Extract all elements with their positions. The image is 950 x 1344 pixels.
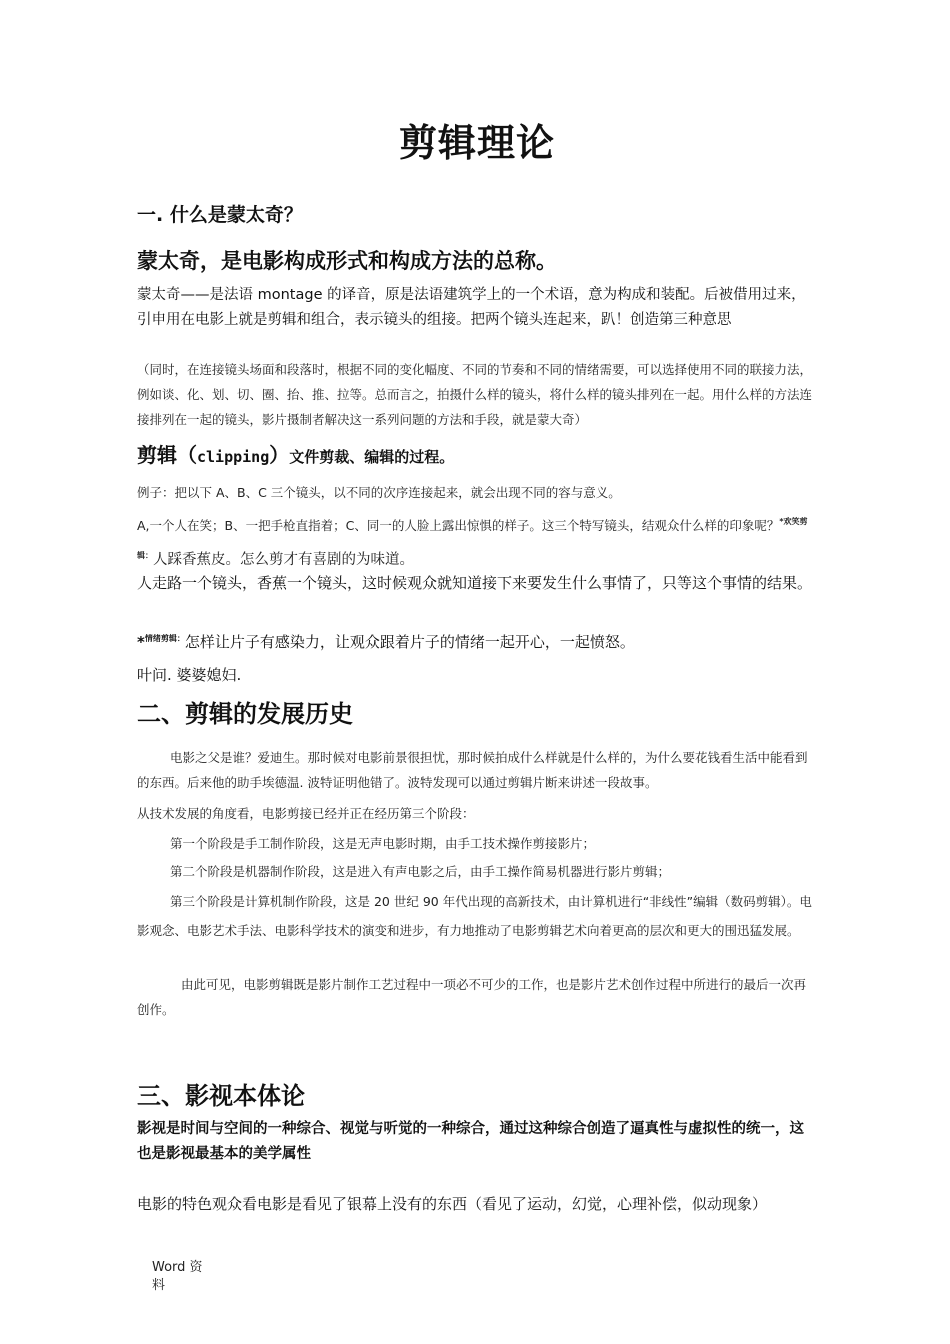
example-2-text: A,一个人在笑；B、一把手枪直指着；C、同一的人脸上露出惊惧的样子。这三个特写镜头，结观众什么样的印象呢？ xyxy=(137,518,780,533)
section2-heading: 二、剪辑的发展历史 xyxy=(137,700,353,728)
stage-2: 第二个阶段是机器制作阶段，这是进入有声电影之后，由手工操作简易机器进行影片剪辑； xyxy=(170,864,671,879)
example-4-star: * xyxy=(137,633,145,651)
section1-paragraph-1: 蒙太奇——是法语 montage 的译音，原是法语建筑学上的一个术语，意为构成和装配。后被借用过来，引申用在电影上就是剪辑和组合，表示镜头的组接。把两个镜头连起来，趴！创造第三种意思 xyxy=(137,287,806,328)
clipping-heading-main: 剪辑（ xyxy=(137,443,197,467)
example-3: 人走路一个镜头，香蕉一个镜头，这时候观众就知道接下来要发生什么事情了，只等这个事情的结果。 xyxy=(137,574,813,592)
example-2-continuation: 人踩香蕉皮。怎么剪才有喜剧的为味道。 xyxy=(153,552,414,568)
section2-paragraph-2: 从技术发展的角度看，电影剪接已经并正在经历第三个阶段： xyxy=(137,806,475,821)
example-4 xyxy=(137,627,817,655)
clipping-heading-english: clipping xyxy=(197,448,270,466)
stage-1: 第一个阶段是手工制作阶段，这是无声电影时期，由手工技术操作剪接影片； xyxy=(170,836,596,851)
example-1: 例子：把以下 A、B、C 三个镜头，以不同的次序连接起来，就会出现不同的容与意义。 xyxy=(137,485,621,500)
example-2-superscript: *欢笑剪辑： xyxy=(137,517,808,560)
example-2 xyxy=(137,507,817,575)
document-title: 剪辑理论 xyxy=(398,121,555,165)
section3-heading: 三、影视本体论 xyxy=(137,1082,305,1110)
clipping-heading xyxy=(137,439,817,468)
clipping-heading-close: ） xyxy=(269,443,290,467)
section1-subheading: 蒙太奇，是电影构成形式和构成方法的总称。 xyxy=(137,249,557,273)
stage-3: 第三个阶段是计算机制作阶段，这是 20 世纪 90 年代出现的高新技术，由计算机进行“非线性”编辑（数码剪辑）。电影观念、电影艺术手法、电影科学技术的演变和进步，有力地推动了电影剪辑艺术向着更高的层次和更大的围迅猛发展。 xyxy=(137,894,812,938)
clipping-heading-rest: 文件剪裁、编辑的过程。 xyxy=(289,448,455,466)
page-footer: Word 资料 xyxy=(152,1260,203,1293)
section3-paragraph-1: 电影的特色观众看电影是看见了银幕上没有的东西（看见了运动，幻觉，心理补偿，似动现象） xyxy=(137,1195,768,1213)
example-5: 叶问. 婆婆媳妇. xyxy=(137,666,242,684)
section3-bold-paragraph: 影视是时间与空间的一种综合、视觉与听觉的一种综合，通过这种综合创造了逼真性与虚拟性的统一，这也是影视最基本的美学属性 xyxy=(137,1121,804,1162)
section1-paragraph-2: （同时，在连接镜头场面和段落时，根据不同的变化幅度、不同的节奏和不同的情绪需要，可以选择使用不同的联接力法，例如谈、化、划、切、圈、抬、推、拉等。总而言之，拍摄什么样的镜头，将什么样的镜头排列在一起。用什么样的方法连接排列在一起的镜头，影片摄制者解决这一系列问题的方法和手段，就是蒙大奇） xyxy=(137,362,813,427)
section2-paragraph-1: 电影之父是谁？爱迪生。那时候对电影前景很担忧，那时候拍成什么样就是什么样的，为什么要花钱看生活中能看到的东西。后来他的助手埃德温. 波特证明他错了。波特发现可以通过剪辑片断来讲述一段故事。 xyxy=(137,750,808,790)
section1-heading: 一. 什么是蒙太奇？ xyxy=(137,204,303,226)
example-4-superscript: 情绪剪辑： xyxy=(144,634,185,643)
section2-conclusion: 由此可见，电影剪辑既是影片制作工艺过程中一项必不可少的工作，也是影片艺术创作过程中所进行的最后一次再创作。 xyxy=(137,977,807,1017)
example-4-text: 怎样让片子有感染力，让观众跟着片子的情绪一起开心，一起愤怒。 xyxy=(184,633,635,651)
